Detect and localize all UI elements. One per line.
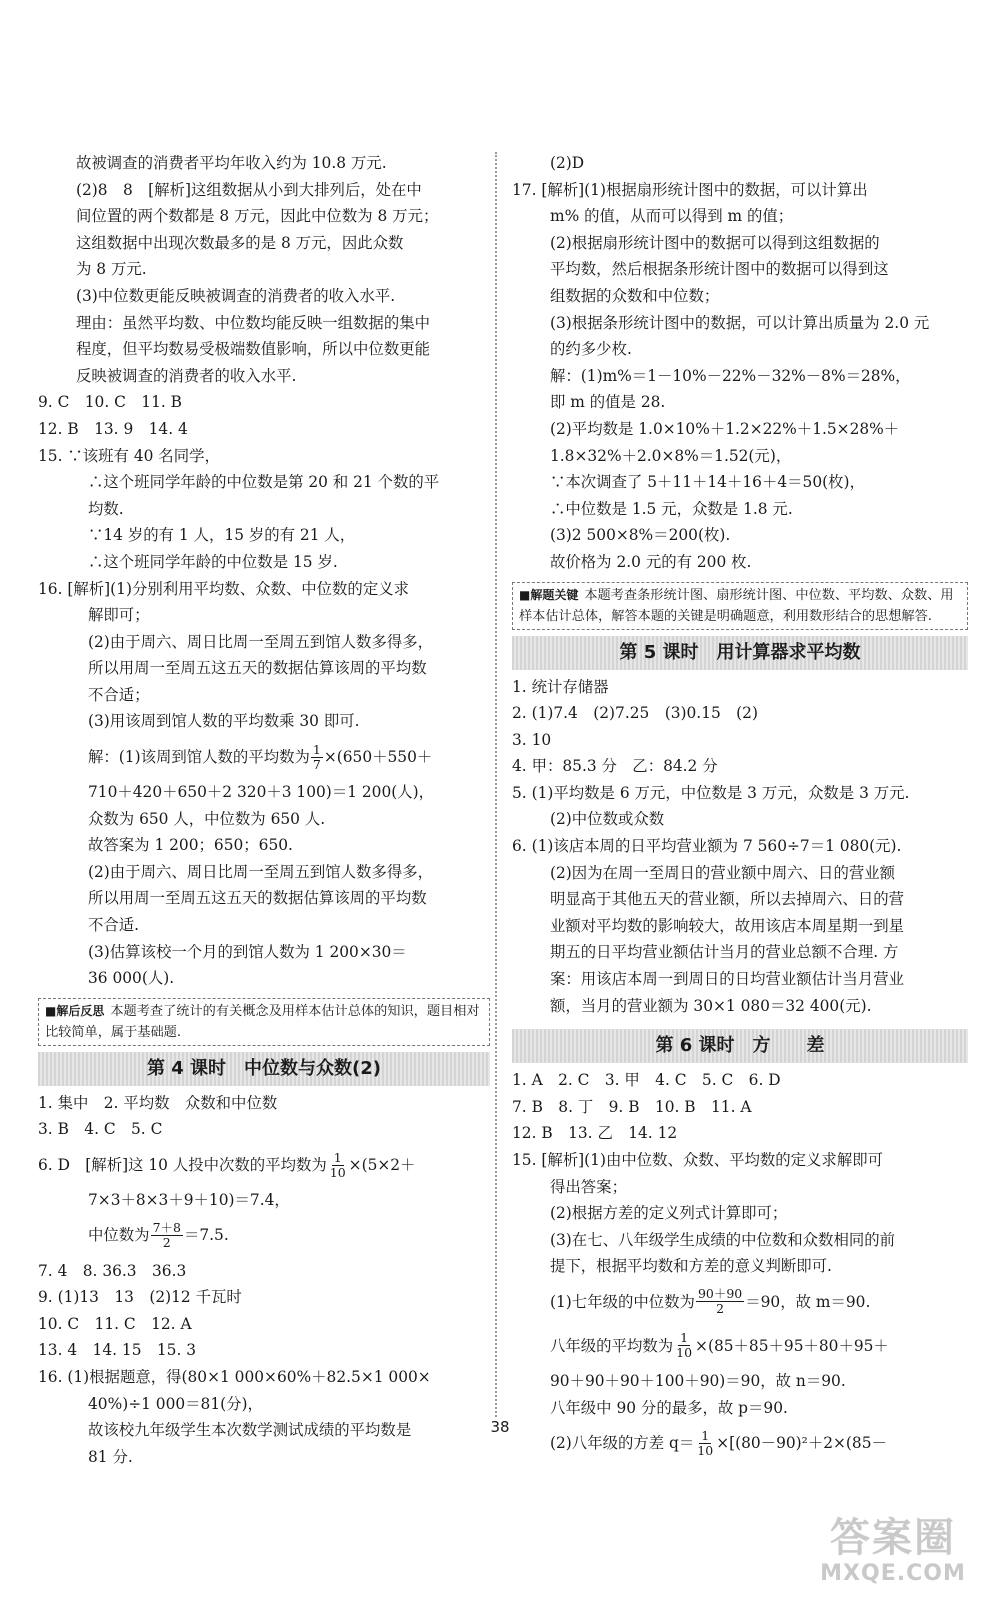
numerator: 1: [312, 741, 321, 757]
text-line: 均数.: [88, 499, 124, 518]
answer-line: 12. B 13. 乙 14. 12: [512, 1124, 678, 1143]
denominator: 10: [697, 1442, 714, 1458]
answer-line: 12. B 13. 9 14. 4: [38, 419, 188, 438]
answer-line: 2. (1)7.4 (2)7.25 (3)0.15 (2): [512, 704, 758, 723]
left-column: [38, 150, 490, 1470]
denominator: 7: [312, 756, 321, 772]
text-line: (2)8 8 [解析]这组数据从小到大排列后，处在中: [76, 180, 422, 199]
formula-line: [38, 735, 490, 779]
text-line: 这组数据中出现次数最多的是 8 万元，因此众数: [76, 233, 404, 252]
answer-line: 13. 4 14. 15 15. 3: [38, 1341, 197, 1360]
text-line: 间位置的两个数都是 8 万元，因此中位数为 8 万元；: [76, 207, 439, 226]
formula-line: [38, 1143, 490, 1187]
text-line: 所以用周一至周五这五天的数据估算该周的平均数: [88, 889, 427, 908]
text-line: (2)中位数或众数: [550, 810, 665, 829]
denominator: 2: [716, 1301, 725, 1317]
text-line: (2)由于周六、周日比周一至周五到馆人数多得多，: [88, 862, 434, 881]
answer-line: 9. (1)13 13 (2)12 千瓦时: [38, 1288, 242, 1307]
text-line: (2)因为在周一至周日的营业额中周六、日的营业额: [550, 863, 896, 882]
text-line: (3)中位数更能反映被调查的消费者的收入水平.: [76, 286, 396, 305]
text-line: (2)根据扇形统计图中的数据可以得到这组数据的: [550, 233, 880, 252]
text-fragment: (1)七年级的中位数为: [550, 1292, 695, 1311]
right-column: [512, 150, 968, 1465]
text-line: 710＋420＋650＋2 320＋3 100)＝1 200(人)，: [88, 783, 435, 802]
text-fragment: 解：(1)该周到馆人数的平均数为: [88, 747, 310, 766]
text-fragment: 中位数为: [88, 1226, 150, 1245]
text-line: m% 的值，从而可以得到 m 的值；: [550, 207, 794, 226]
text-fragment: ×(650＋550＋: [323, 747, 433, 766]
note-text: 本题考查条形统计图、扇形统计图、中位数、平均数、众数、用样本估计总体，解答本题的关键是明确题意，利用数形结合的思想解答.: [519, 587, 954, 624]
text-line: 业额对平均数的影响较大，故用该店本周星期一到星: [550, 916, 904, 935]
text-line: 不合适.: [88, 916, 140, 935]
text-fragment: ＝90，故 m＝90.: [745, 1292, 871, 1311]
text-line: 众数为 650 人，中位数为 650 人.: [88, 809, 326, 828]
section-header-lesson-5: 第 5 课时 用计算器求平均数: [512, 636, 968, 670]
numerator: 7＋8: [152, 1220, 181, 1236]
answer-line: 6. (1)该店本周的日平均营业额为 7 560÷7＝1 080(元).: [512, 837, 902, 856]
answer-line: 1. 集中 2. 平均数 众数和中位数: [38, 1093, 278, 1112]
text-line: 故价格为 2.0 元的有 200 枚.: [550, 552, 752, 571]
text-line: 明显高于其他五天的营业额，所以去掉周六、日的营: [550, 890, 904, 909]
text-line: 1.8×32%＋2.0×8%＝1.52(元)，: [550, 446, 792, 465]
text-line: (2)D: [550, 154, 585, 172]
text-line: 故被调查的消费者平均年收入约为 10.8 万元.: [76, 154, 387, 172]
watermark-url: MXQE.COM: [820, 1561, 966, 1586]
text-line: (3)根据条形统计图中的数据，可以计算出质量为 2.0 元: [550, 313, 930, 332]
note-tag: ■解题关键: [519, 587, 579, 602]
text-line: ∴中位数是 1.5 元，众数是 1.8 元.: [550, 499, 793, 518]
text-line: (2)由于周六、周日比周一至周五到馆人数多得多，: [88, 632, 434, 651]
answer-line: 7. B 8. 丁 9. B 10. B 11. A: [512, 1097, 752, 1116]
text-line: 程度，但平均数易受极端数值影响，所以中位数更能: [76, 340, 430, 359]
text-line: (2)平均数是 1.0×10%＋1.2×22%＋1.5×28%＋: [550, 419, 900, 438]
text-line: 解即可；: [88, 606, 150, 625]
text-fragment: ＝7.5.: [183, 1226, 229, 1245]
answer-line: 4. 甲：85.3 分 乙：84.2 分: [512, 757, 718, 776]
text-line: 理由：虽然平均数、中位数均能反映一组数据的集中: [76, 313, 430, 332]
answer-line: 1. 统计存储器: [512, 677, 609, 696]
question-16: 16. [解析](1)分别利用平均数、众数、中位数的定义求: [38, 579, 409, 598]
section-header-lesson-4: 第 4 课时 中位数与众数(2): [38, 1052, 490, 1086]
question-15: 15. [解析](1)由中位数、众数、平均数的定义求解即可: [512, 1151, 883, 1169]
text-fragment: 八年级的平均数为: [550, 1336, 674, 1355]
question-16: 16. (1)根据题意，得(80×1 000×60%＋82.5×1 000×: [38, 1367, 431, 1386]
text-fragment: (2)八年级的方差 q＝: [550, 1433, 695, 1452]
text-line: 的约多少枚.: [550, 340, 632, 359]
text-line: (3)2 500×8%＝200(枚).: [550, 526, 731, 545]
formula-line: [512, 1324, 968, 1368]
text-line: ∴这个班同学年龄的中位数是第 20 和 21 个数的平: [88, 473, 440, 492]
section-header-lesson-6: 第 6 课时 方 差: [512, 1029, 968, 1063]
text-line: 故该校九年级学生本次数学测试成绩的平均数是: [88, 1421, 412, 1440]
text-line: (3)估算该校一个月的到馆人数为 1 200×30＝: [88, 942, 407, 961]
text-line: (3)用该周到馆人数的平均数乘 30 即可.: [88, 712, 360, 731]
denominator: 10: [676, 1345, 693, 1361]
text-line: 不合适；: [88, 685, 150, 704]
text-line: 反映被调查的消费者的收入水平.: [76, 366, 297, 385]
fraction: [696, 1287, 744, 1316]
answer-line: 1. A 2. C 3. 甲 4. C 5. C 6. D: [512, 1071, 781, 1090]
text-line: 40%)÷1 000＝81(分)，: [88, 1394, 263, 1413]
text-line: 81 分.: [88, 1447, 133, 1466]
column-divider: [495, 152, 497, 1417]
note-tag: ■解后反思: [45, 1003, 105, 1018]
text-fragment: ×(5×2＋: [348, 1155, 416, 1174]
text-line: 90＋90＋90＋100＋90)＝90，故 n＝90.: [550, 1371, 846, 1390]
text-line: 7×3＋8×3＋9＋10)＝7.4，: [88, 1191, 290, 1209]
reflection-note: [38, 998, 490, 1046]
text-fragment: ×[(80－90)²＋2×(85－: [716, 1433, 887, 1452]
answer-line: 7. 4 8. 36.3 36.3: [38, 1261, 187, 1280]
answer-line: 3. B 4. C 5. C: [38, 1120, 163, 1139]
watermark-text: 答案圈: [830, 1515, 956, 1561]
answer-line: 9. C 10. C 11. B: [38, 393, 182, 412]
text-line: ∵14 岁的有 1 人，15 岁的有 21 人，: [88, 526, 356, 545]
text-line: 所以用周一至周五这五天的数据估算该周的平均数: [88, 659, 427, 678]
formula-line: [38, 1214, 490, 1258]
text-line: 得出答案；: [550, 1177, 627, 1196]
text-line: 期五的日平均营业额估计当月的营业总额不合理. 方: [550, 943, 899, 962]
text-line: (2)根据方差的定义列式计算即可；: [550, 1204, 788, 1223]
numerator: 1: [333, 1149, 342, 1165]
numerator: 90＋90: [697, 1286, 743, 1302]
text-line: 为 8 万元.: [76, 260, 147, 279]
text-line: ∴这个班同学年龄的中位数是 15 岁.: [88, 552, 338, 571]
text-line: 36 000(人).: [88, 969, 175, 988]
question-17: 17. [解析](1)根据扇形统计图中的数据，可以计算出: [512, 180, 868, 199]
numerator: 1: [701, 1427, 710, 1443]
page-number: 38: [490, 1418, 510, 1436]
text-line: 解：(1)m%＝1－10%－22%－32%－8%＝28%，: [550, 366, 911, 385]
watermark-logo: [798, 1515, 988, 1586]
text-line: 平均数，然后根据条形统计图中的数据可以得到这: [550, 260, 889, 279]
text-line: 八年级中 90 分的最多，故 p＝90.: [550, 1398, 788, 1417]
fraction: [674, 1331, 694, 1360]
numerator: 1: [680, 1330, 689, 1346]
answer-line: 10. C 11. C 12. A: [38, 1314, 192, 1333]
text-line: 组数据的众数和中位数；: [550, 286, 720, 305]
fraction: [311, 743, 323, 772]
question-15: 15. ∵该班有 40 名同学，: [38, 446, 220, 465]
key-point-note: [512, 582, 968, 630]
answer-line: 5. (1)平均数是 6 万元，中位数是 3 万元，众数是 3 万元.: [512, 783, 910, 802]
text-line: 即 m 的值是 28.: [550, 393, 666, 412]
formula-line: [512, 1280, 968, 1324]
text-line: 案：用该店本周一到周日的日均营业额估计当月营业: [550, 970, 904, 989]
text-fragment: ×(85＋85＋95＋80＋95＋: [695, 1336, 889, 1355]
text-line: ∵本次调查了 5＋11＋14＋16＋4＝50(枚)，: [550, 473, 865, 492]
denominator: 2: [162, 1235, 171, 1251]
denominator: 10: [329, 1164, 346, 1180]
fraction: [328, 1151, 348, 1180]
text-line: 故答案为 1 200；650；650.: [88, 836, 293, 855]
note-text: 本题考查了统计的有关概念及用样本估计总体的知识，题目相对比较简单，属于基础题.: [45, 1003, 480, 1040]
text-line: 提下，根据平均数和方差的意义判断即可.: [550, 1257, 832, 1276]
text-line: (3)在七、八年级学生成绩的中位数和众数相同的前: [550, 1230, 896, 1249]
text-line: 额，当月的营业额为 30×1 080＝32 400(元).: [550, 996, 872, 1015]
text-fragment: 6. D [解析]这 10 人投中次数的平均数为: [38, 1155, 327, 1174]
answer-line: 3. 10: [512, 730, 552, 749]
fraction: [151, 1221, 183, 1250]
